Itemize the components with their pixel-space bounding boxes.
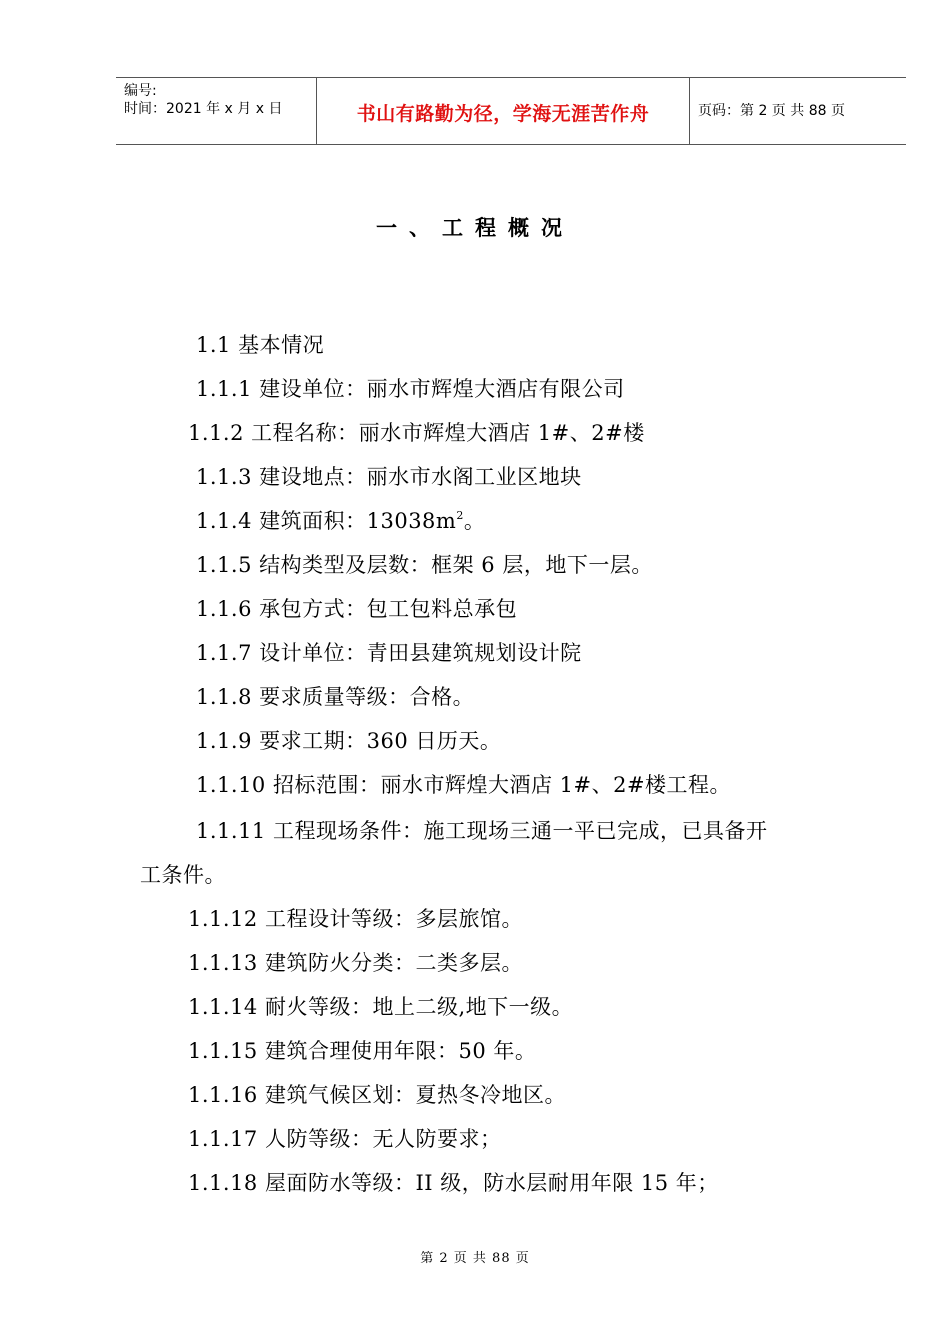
- line-1-1-6: 1.1.6 承包方式：包工包料总承包: [196, 597, 518, 621]
- area-superscript: 2: [456, 509, 464, 522]
- line-1-1-11: 1.1.11 工程现场条件：施工现场三通一平已完成，已具备开: [196, 819, 768, 843]
- line-1-1-3: 1.1.3 建设地点：丽水市水阁工业区地块: [196, 465, 582, 489]
- line-1-1-5: 1.1.5 结构类型及层数：框架 6 层，地下一层。: [196, 553, 653, 577]
- line-1-1-10: 1.1.10 招标范围：丽水市辉煌大酒店 1#、2#楼工程。: [196, 773, 732, 797]
- header-page-label: 页码：第 2 页 共 88 页: [698, 103, 845, 119]
- header-page-cell: [690, 78, 906, 144]
- line-1-1-15: 1.1.15 建筑合理使用年限：50 年。: [188, 1039, 537, 1063]
- line-1-1-9: 1.1.9 要求工期：360 日历天。: [196, 729, 502, 753]
- document-number-label: 编号:: [124, 83, 157, 99]
- line-1-1-1: 1.1.1 建设单位：丽水市辉煌大酒店有限公司: [196, 377, 625, 401]
- line-1-1-14: 1.1.14 耐火等级：地上二级,地下一级。: [188, 995, 574, 1019]
- line-1-1-7: 1.1.7 设计单位：青田县建筑规划设计院: [196, 641, 582, 665]
- line-1-1-11-cont: 工条件。: [140, 863, 226, 887]
- line-1-1-8: 1.1.8 要求质量等级：合格。: [196, 685, 475, 709]
- document-time-label: 时间：2021 年 x 月 x 日: [124, 101, 283, 117]
- line-1-1-2: 1.1.2 工程名称：丽水市辉煌大酒店 1#、2#楼: [188, 421, 645, 445]
- section-title: 一、工程概况: [376, 216, 574, 240]
- area-text: 1.1.4 建筑面积：13038m: [196, 509, 457, 533]
- header-motto: 书山有路勤为径，学海无涯苦作舟: [356, 103, 650, 125]
- line-1-1-13: 1.1.13 建筑防火分类：二类多层。: [188, 951, 523, 975]
- page-header: [116, 77, 906, 145]
- line-1-1-18: 1.1.18 屋面防水等级：II 级，防水层耐用年限 15 年；: [188, 1171, 719, 1195]
- line-1-1-16: 1.1.16 建筑气候区划：夏热冬冷地区。: [188, 1083, 566, 1107]
- area-suffix: 。: [463, 509, 486, 533]
- header-info-cell: [116, 78, 317, 144]
- line-1-1-12: 1.1.12 工程设计等级：多层旅馆。: [188, 907, 523, 931]
- page-footer: 第 2 页 共 88 页: [420, 1251, 530, 1266]
- line-1-1-4: [196, 508, 485, 534]
- header-motto-cell: [317, 78, 690, 144]
- line-1-1: 1.1 基本情况: [196, 333, 325, 357]
- line-1-1-17: 1.1.17 人防等级：无人防要求；: [188, 1127, 502, 1151]
